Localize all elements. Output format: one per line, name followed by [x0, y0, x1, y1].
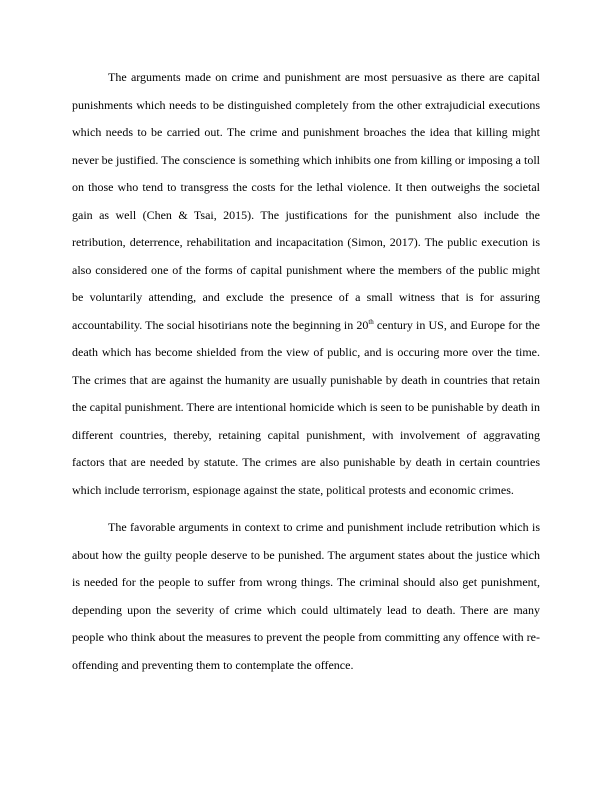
paragraph-2: [72, 514, 540, 679]
paragraph-1: [72, 64, 540, 504]
paragraph-1-continued: century in US, and Europe for the death which has become shielded from the view of public, and is occuring more over the time. The crimes that are against the humanity are usually punishable by death in countries that retain the capital punishment. There are intentional homicide which is seen to be punishable by death in different countries, thereby, retaining capital punishment, with involvement of aggravating factors that are needed by statute. The crimes are also punishable by death in certain countries which include terrorism, espionage against the state, political protests and economic crimes.: [72, 317, 540, 497]
paragraph-2-text: The favorable arguments in context to crime and punishment include retribution which is about how the guilty people deserve to be punished. The argument states about the justice which is needed for the people to suffer from wrong things. The criminal should also get punishment, depending upon the severity of crime which could ultimately lead to death. There are many people who think about the measures to prevent the people from committing any offence with re-offending and preventing them to contemplate the offence.: [72, 520, 540, 672]
superscript-ordinal: th: [368, 317, 374, 326]
paragraph-1-main: The arguments made on crime and punishment are most persuasive as there are capital punishments which needs to be distinguished completely from the other extrajudicial executions which needs to be carried out. The crime and punishment broaches the idea that killing might never be justified. The conscience is something which inhibits one from killing or imposing a toll on those who tend to transgress the costs for the lethal violence. It then outweighs the societal gain as well (Chen & Tsai, 2015). The justifications for the punishment also include the retribution, deterrence, rehabilitation and incapacitation (Simon, 2017). The public execution is also considered one of the forms of capital punishment where the members of the public might be voluntarily attending, and exclude the presence of a small witness that is for assuring accountability. The social hisotirians note the beginning in 20: [72, 70, 540, 332]
paragraph-1-text: [72, 64, 540, 504]
